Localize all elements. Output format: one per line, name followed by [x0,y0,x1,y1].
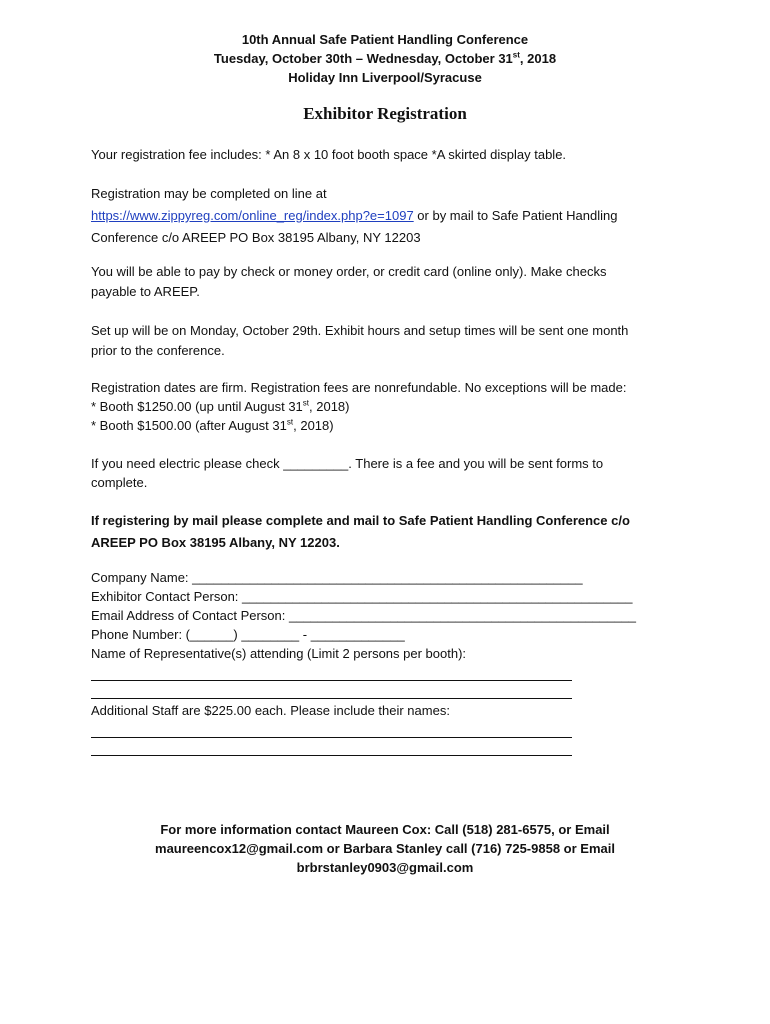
electric-paragraph: If you need electric please check _________. There is a fee and you will be sent forms to complete. [91,456,604,490]
registration-link[interactable]: https://www.zippyreg.com/online_reg/index.php?e=1097 [91,208,414,223]
registration-dates-paragraph: Registration dates are firm. Registration fees are nonrefundable. No exceptions will be made: * Booth $1250.00 (up until August 31st, 2018) * Booth $1500.00 (after August 31st, 2018) [91,378,681,435]
representatives-label: Name of Representative(s) attending (Limit 2 persons per booth): [91,646,467,661]
conference-header [0,30,770,87]
company-name-field[interactable]: Company Name: ______________________________________________________ [91,570,583,585]
booth-price-early: * Booth $1250.00 (up until August 31st, 2018) [91,398,350,414]
conference-dates: Tuesday, October 30th – Wednesday, October 31st, 2018 [213,50,557,66]
additional-staff-label: Additional Staff are $225.00 each. Please include their names: [91,703,450,718]
setup-paragraph: Set up will be on Monday, October 29th. Exhibit hours and setup times will be sent one month prior to the conference. [91,323,629,358]
representative-line-1[interactable] [91,663,572,681]
staff-line-2[interactable] [91,738,572,756]
contact-footer: For more information contact Maureen Cox: Call (518) 281-6575, or Email maureencox12@gmail.com or Barbara Stanley call (716) 725-9858 or Email brbrstanley0903@gmail.com [155,822,615,875]
staff-line-1[interactable] [91,720,572,738]
page-title: Exhibitor Registration [303,104,467,123]
contact-email-field[interactable]: Email Address of Contact Person: ________________________________________________ [91,608,637,623]
online-registration-paragraph: Registration may be completed on line at https://www.zippyreg.com/online_reg/index.php?e=1097 or by mail to Safe Patient Handling Conference c/o AREEP PO Box 38195 Albany, NY 12203 [91,186,618,245]
payment-paragraph: You will be able to pay by check or money order, or credit card (online only). Make checks payable to AREEP. [91,264,607,299]
contact-person-field[interactable]: Exhibitor Contact Person: ______________________________________________________ [91,589,633,604]
fee-paragraph: Your registration fee includes: * An 8 x 10 foot booth space *A skirted display table. [91,147,567,162]
registration-form [91,568,691,756]
representative-line-2[interactable] [91,681,572,699]
booth-price-late: * Booth $1500.00 (after August 31st, 2018) [91,417,334,433]
conference-name: 10th Annual Safe Patient Handling Conference [241,32,529,47]
conference-venue: Holiday Inn Liverpool/Syracuse [288,70,482,85]
mail-instructions: If registering by mail please complete and mail to Safe Patient Handling Conference c/o AREEP PO Box 38195 Albany, NY 12203. [91,513,630,550]
phone-number-field[interactable]: Phone Number: (______) ________ - _____________ [91,627,405,642]
